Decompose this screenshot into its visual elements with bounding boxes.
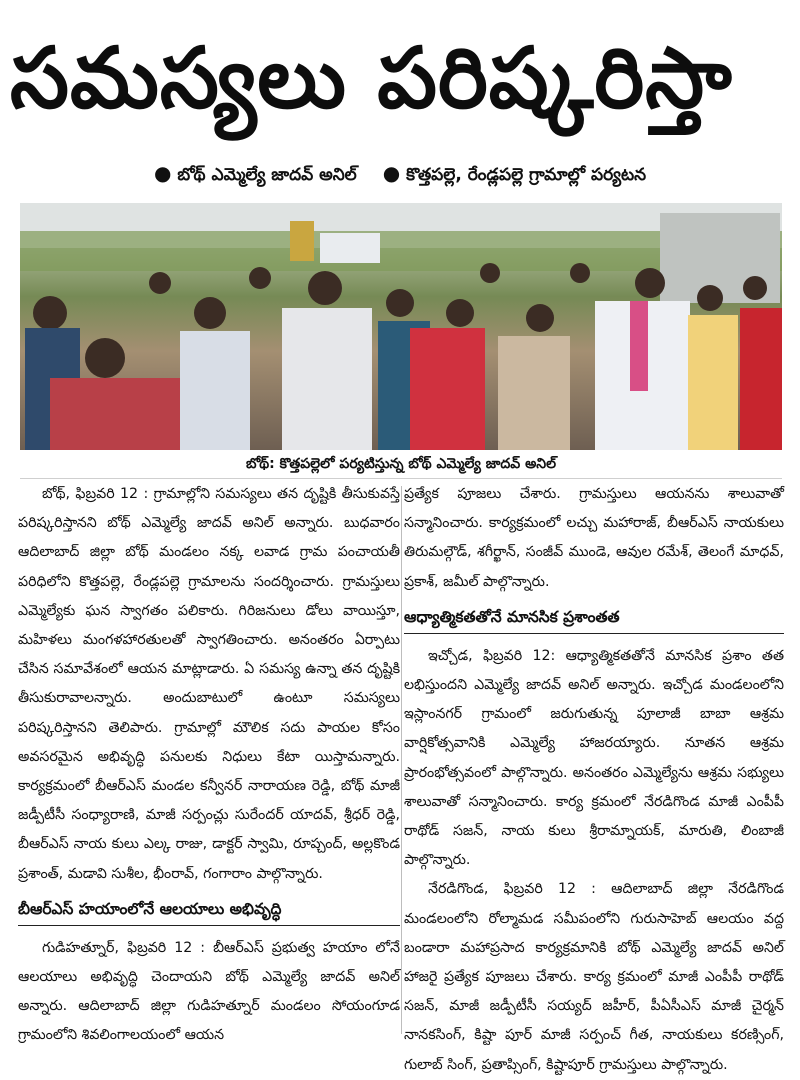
story2-body: గుడిహత్నూర్, ఫిబ్రవరి 12 : బీఆర్ఎస్ ప్రభుత్వ హయాం లోనే ఆలయాలు అభివృద్ధి చెందాయని బోథ్ ఎమ్మెల్యే జాదవ్ అనిల్ అన్నారు. ఆదిలాబాద్ జిల్లా గుడిహత్నూర్ మండలం సోయంగూడ గ్రామంలోని శివలింగాలయంలో ఆయన [18, 939, 400, 1044]
story2-continued: ప్రత్యేక పూజలు చేశారు. గ్రామస్తులు ఆయనను శాలువాతో సన్మానించారు. కార్యక్రమంలో లచ్చు మహారాజ్, బీఆర్ఎస్ నాయకులు తిరుమల్గౌడ్, శగీర్ఖాన్, సంజీవ్ ముండె, ఆవుల రమేశ్, తెలంగే మాధవ్, ప్రకాశ్, జమీల్ పాల్గొన్నారు. [404, 486, 784, 590]
news-photo [20, 203, 782, 450]
story3-body-b: నేరడిగొండ, ఫిబ్రవరి 12 : ఆదిలాబాద్ జిల్లా నేరడిగొండ మండలంలోని రోల్మామడ సమీపంలోని గురుసాహెబ్ ఆలయం వద్ద బండారా మహాప్రసాద కార్యక్రమానికి బోథ్ ఎమ్మెల్యే జాదవ్ అనిల్ హాజరై ప్రత్యేక పూజలు చేశారు. కార్య క్రమంలో మాజీ ఎంపీపీ రాథోడ్ సజన్, మాజీ జడ్పీటీసీ సయ్యద్ జహీర్, పీఏసీఎస్ మాజీ చైర్మన్ నానకసింగ్, కిష్టా పూర్ మాజీ సర్పంచ్ గీత, నాయకులు కరణ్సింగ్, గులాబ్ సింగ్, ప్రతాప్సింగ్, కిష్టాపూర్ గ్రామస్తులు పాల్గొన్నారు. [404, 881, 784, 1073]
subheadline-bar [0, 158, 800, 188]
crowd-illustration [20, 203, 782, 450]
column-divider [401, 486, 402, 1034]
bullet-icon: ● [382, 161, 401, 185]
photo-caption: బోథ్: కొత్తపల్లెలో పర్యటిస్తున్న బోథ్ ఎమ్మెల్యే జాదవ్ అనిల్ [20, 450, 782, 479]
story3-heading: ఆధ్యాత్మికతతోనే మానసిక ప్రశాంతత [404, 603, 784, 634]
left-column [18, 480, 400, 1051]
bullet-icon: ● [153, 161, 172, 185]
story2-heading: బీఆర్ఎస్ హయాంలోనే ఆలయాలు అభివృద్ధి [18, 895, 400, 926]
story1-body: బోథ్, ఫిబ్రవరి 12 : గ్రామాల్లోని సమస్యలు తన దృష్టికి తీసుకువస్తే పరిష్కరిస్తానని బోథ్ ఎమ్మెల్యే జాదవ్ అనిల్ అన్నారు. బుధవారం ఆదిలాబాద్ జిల్లా బోథ్ మండలం నక్క లవాడ గ్రామ పంచాయతీ పరిధిలోని కొత్తపల్లె, రేండ్లపల్లె గ్రామాలను సందర్శించారు. గ్రామస్తులు ఎమ్మెల్యేకు ఘన స్వాగతం పలికారు. గిరిజనులు డోలు వాయిస్తూ, మహిళలు మంగళహారతులతో స్వాగతించారు. అనంతరం ఏర్పాటు చేసిన సమావేశంలో ఆయన మాట్లాడారు. ఏ సమస్య ఉన్నా తన దృష్టికి తీసుకురావాలన్నారు. అందుబాటులో ఉంటూ సమస్యలు పరిష్కరిస్తానని తెలిపారు. గ్రామాల్లో మౌలిక సదు పాయల కోసం అవసరమైన అభివృద్ధి పనులకు నిధులు కేటా యిస్తామన్నారు. కార్యక్రమంలో బీఆర్ఎస్ మండల కన్వీనర్ నారాయణ రెడ్డి, బోథ్ మాజీ జడ్పీటీసీ సంధ్యారాణి, మాజీ సర్పంచ్లు సురేందర్ యాదవ్, శ్రీధర్ రెడ్డి, బీఆర్ఎస్ నాయ కులు ఎల్క రాజు, డాక్టర్ స్వామి, రూప్చంద్, అల్లకొండ ప్రశాంత్, మడావి సుశీల, భీంరావ్, గంగారాం పాల్గొన్నారు. [18, 486, 400, 882]
subhead-1-text: బోథ్ ఎమ్మెల్యే జాదవ్ అనిల్ [177, 165, 357, 185]
subhead-2 [383, 158, 646, 188]
headline: సమస్యలు పరిష్కరిస్తా [10, 29, 733, 127]
story3-body-a: ఇచ్చోడ, ఫిబ్రవరి 12: ఆధ్యాత్మికతతోనే మానసిక ప్రశాం తత లభిస్తుందని ఎమ్మెల్యే జాదవ్ అనిల్ అన్నారు. ఇచ్చోడ మండలంలోని ఇస్లాంనగర్ గ్రామంలో జరుగుతున్న పూలాజీ బాబా ఆశ్రమ వార్షికోత్సవానికి ఎమ్మెల్యే హాజరయ్యారు. నూతన ఆశ్రమ ప్రారంభోత్సవంలో పాల్గొన్నారు. అనంతరం ఎమ్మెల్యేను ఆశ్రమ సభ్యులు శాలువాతో సన్మానించారు. కార్య క్రమంలో నేరడిగొండ మాజీ ఎంపీపీ రాథోడ్ సజన్, నాయ కులు శ్రీరామ్నాయక్, మారుతి, లింబాజీ పాల్గొన్నారు. [404, 647, 784, 869]
right-column [404, 480, 784, 1080]
subhead-2-text: కొత్తపల్లె, రేండ్లపల్లె గ్రామాల్లో పర్యటన [406, 165, 647, 185]
subhead-1 [154, 158, 357, 188]
